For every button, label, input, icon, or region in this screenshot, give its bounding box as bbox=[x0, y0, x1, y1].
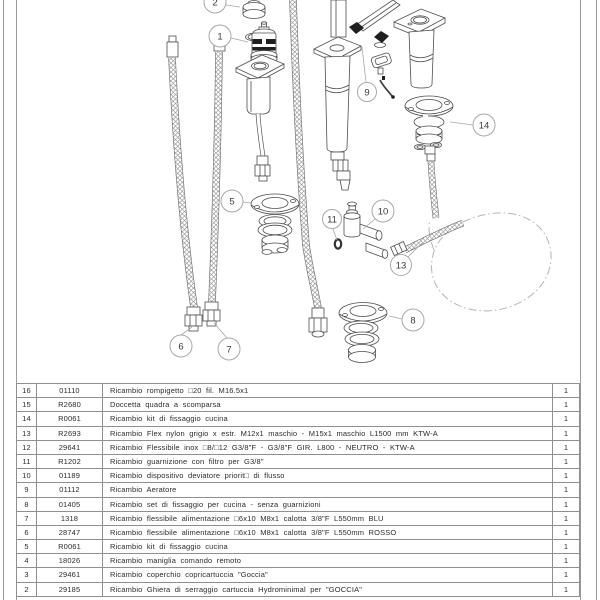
callout-13 bbox=[391, 255, 412, 276]
pos-cell-row5: 11 bbox=[17, 455, 37, 469]
description-cell-row3: Ricambio Flex nylon grigio x estr. M12x1 maschio - M15x1 maschio L1500 mm KTW-A bbox=[103, 427, 553, 441]
fixing-kit-bottom bbox=[339, 303, 387, 363]
code-cell-row3: R2693 bbox=[37, 427, 103, 441]
callout-number-10: 10 bbox=[377, 206, 389, 218]
qty-cell-row0: 1 bbox=[553, 384, 580, 398]
qty-cell-row3: 1 bbox=[553, 427, 580, 441]
callout-7 bbox=[218, 338, 240, 360]
description-cell-row4: Ricambio Flessibile inox □8/□12 G3/8"F - G3/8"F GIR. L800 - NEUTRO - KTW-A bbox=[103, 441, 553, 455]
code-cell-row14: 29185 bbox=[37, 583, 103, 597]
pos-cell-row11: 5 bbox=[17, 540, 37, 554]
qty-cell-row12: 1 bbox=[553, 554, 580, 568]
qty-cell-row9: 1 bbox=[553, 512, 580, 526]
description-cell-row10: Ricambio flessibile alimentazione □6x10 M8x1 calotta 3/8"F L550mm ROSSO bbox=[103, 526, 553, 540]
callout-9 bbox=[358, 83, 377, 102]
qty-cell-row6: 1 bbox=[553, 469, 580, 483]
description-cell-row9: Ricambio flessibile alimentazione □6x10 M8x1 calotta 3/8"F L550mm BLU bbox=[103, 512, 553, 526]
pos-cell-row7: 9 bbox=[17, 483, 37, 497]
code-cell-row8: 01405 bbox=[37, 498, 103, 512]
qty-cell-row14: 1 bbox=[553, 583, 580, 597]
callout-2 bbox=[204, 0, 226, 13]
callout-number-1: 1 bbox=[217, 31, 223, 43]
description-cell-row0: Ricambio rompigetto □20 fil. M16.5x1 bbox=[103, 384, 553, 398]
pos-cell-row3: 13 bbox=[17, 427, 37, 441]
code-cell-row2: R0061 bbox=[37, 412, 103, 426]
pos-cell-row14: 2 bbox=[17, 583, 37, 597]
supply-hose-left bbox=[167, 36, 202, 331]
pos-cell-row9: 7 bbox=[17, 512, 37, 526]
fixing-kit-top bbox=[405, 96, 453, 150]
code-cell-row10: 28747 bbox=[37, 526, 103, 540]
callout-11 bbox=[323, 210, 342, 229]
escutcheon-and-body bbox=[236, 55, 284, 181]
description-cell-row6: Ricambio dispositivo deviatore priorit□ di flusso bbox=[103, 469, 553, 483]
pos-cell-row12: 4 bbox=[17, 554, 37, 568]
parts-list-table bbox=[16, 383, 580, 597]
qty-cell-row1: 1 bbox=[553, 398, 580, 412]
qty-cell-row4: 1 bbox=[553, 441, 580, 455]
faucet-body-right bbox=[394, 9, 445, 88]
callout-5 bbox=[221, 190, 243, 212]
code-cell-row11: R0061 bbox=[37, 540, 103, 554]
description-cell-row1: Doccetta quadra a scomparsa bbox=[103, 398, 553, 412]
description-cell-row5: Ricambio guarnizione con filtro per G3/8" bbox=[103, 455, 553, 469]
callout-10 bbox=[372, 200, 394, 222]
pos-cell-row4: 12 bbox=[17, 441, 37, 455]
code-cell-row13: 29461 bbox=[37, 568, 103, 582]
code-cell-row6: 01189 bbox=[37, 469, 103, 483]
qty-cell-row2: 1 bbox=[553, 412, 580, 426]
description-cell-row11: Ricambio kit di fissaggio cucina bbox=[103, 540, 553, 554]
code-cell-row12: 18026 bbox=[37, 554, 103, 568]
callout-number-5: 5 bbox=[229, 196, 235, 208]
qty-cell-row11: 1 bbox=[553, 540, 580, 554]
code-cell-row1: R2680 bbox=[37, 398, 103, 412]
code-cell-row5: R1202 bbox=[37, 455, 103, 469]
description-cell-row12: Ricambio maniglia comando remoto bbox=[103, 554, 553, 568]
spout-bar bbox=[349, 0, 400, 34]
callout-number-2: 2 bbox=[212, 0, 218, 9]
code-cell-row7: 01112 bbox=[37, 483, 103, 497]
callout-1 bbox=[209, 25, 231, 47]
description-cell-row2: Ricambio kit di fissaggio cucina bbox=[103, 412, 553, 426]
qty-cell-row8: 1 bbox=[553, 498, 580, 512]
qty-cell-row7: 1 bbox=[553, 483, 580, 497]
pos-cell-row6: 10 bbox=[17, 469, 37, 483]
callout-number-6: 6 bbox=[178, 341, 184, 353]
callout-number-9: 9 bbox=[364, 87, 370, 99]
code-cell-row0: 01110 bbox=[37, 384, 103, 398]
callout-14 bbox=[473, 114, 495, 136]
callout-number-11: 11 bbox=[327, 214, 337, 226]
qty-cell-row10: 1 bbox=[553, 526, 580, 540]
pos-cell-row10: 6 bbox=[17, 526, 37, 540]
pos-cell-row13: 3 bbox=[17, 568, 37, 582]
callout-number-14: 14 bbox=[478, 120, 490, 132]
supply-hose-right bbox=[203, 30, 225, 326]
qty-cell-row5: 1 bbox=[553, 455, 580, 469]
fixing-kit-middle bbox=[251, 194, 299, 254]
flex-hose-13 bbox=[391, 146, 463, 256]
code-cell-row9: 1318 bbox=[37, 512, 103, 526]
description-cell-row7: Ricambio Aeratore bbox=[103, 483, 553, 497]
pos-cell-row8: 8 bbox=[17, 498, 37, 512]
qty-cell-row13: 1 bbox=[553, 568, 580, 582]
callout-number-8: 8 bbox=[410, 315, 416, 327]
pos-cell-row2: 14 bbox=[17, 412, 37, 426]
callout-number-7: 7 bbox=[226, 344, 232, 356]
callout-8 bbox=[402, 309, 424, 331]
pos-cell-row0: 16 bbox=[17, 384, 37, 398]
callout-6 bbox=[170, 335, 192, 357]
code-cell-row4: 29641 bbox=[37, 441, 103, 455]
callout-number-13: 13 bbox=[395, 260, 407, 272]
pos-cell-row1: 15 bbox=[17, 398, 37, 412]
description-cell-row8: Ricambio set di fissaggio per cucina - senza guarnizioni bbox=[103, 498, 553, 512]
description-cell-row13: Ricambio coperchio copricartuccia "Goccia" bbox=[103, 568, 553, 582]
description-cell-row14: Ricambio Ghiera di serraggio cartuccia Hydrominimal per "GOCCIA" bbox=[103, 583, 553, 597]
